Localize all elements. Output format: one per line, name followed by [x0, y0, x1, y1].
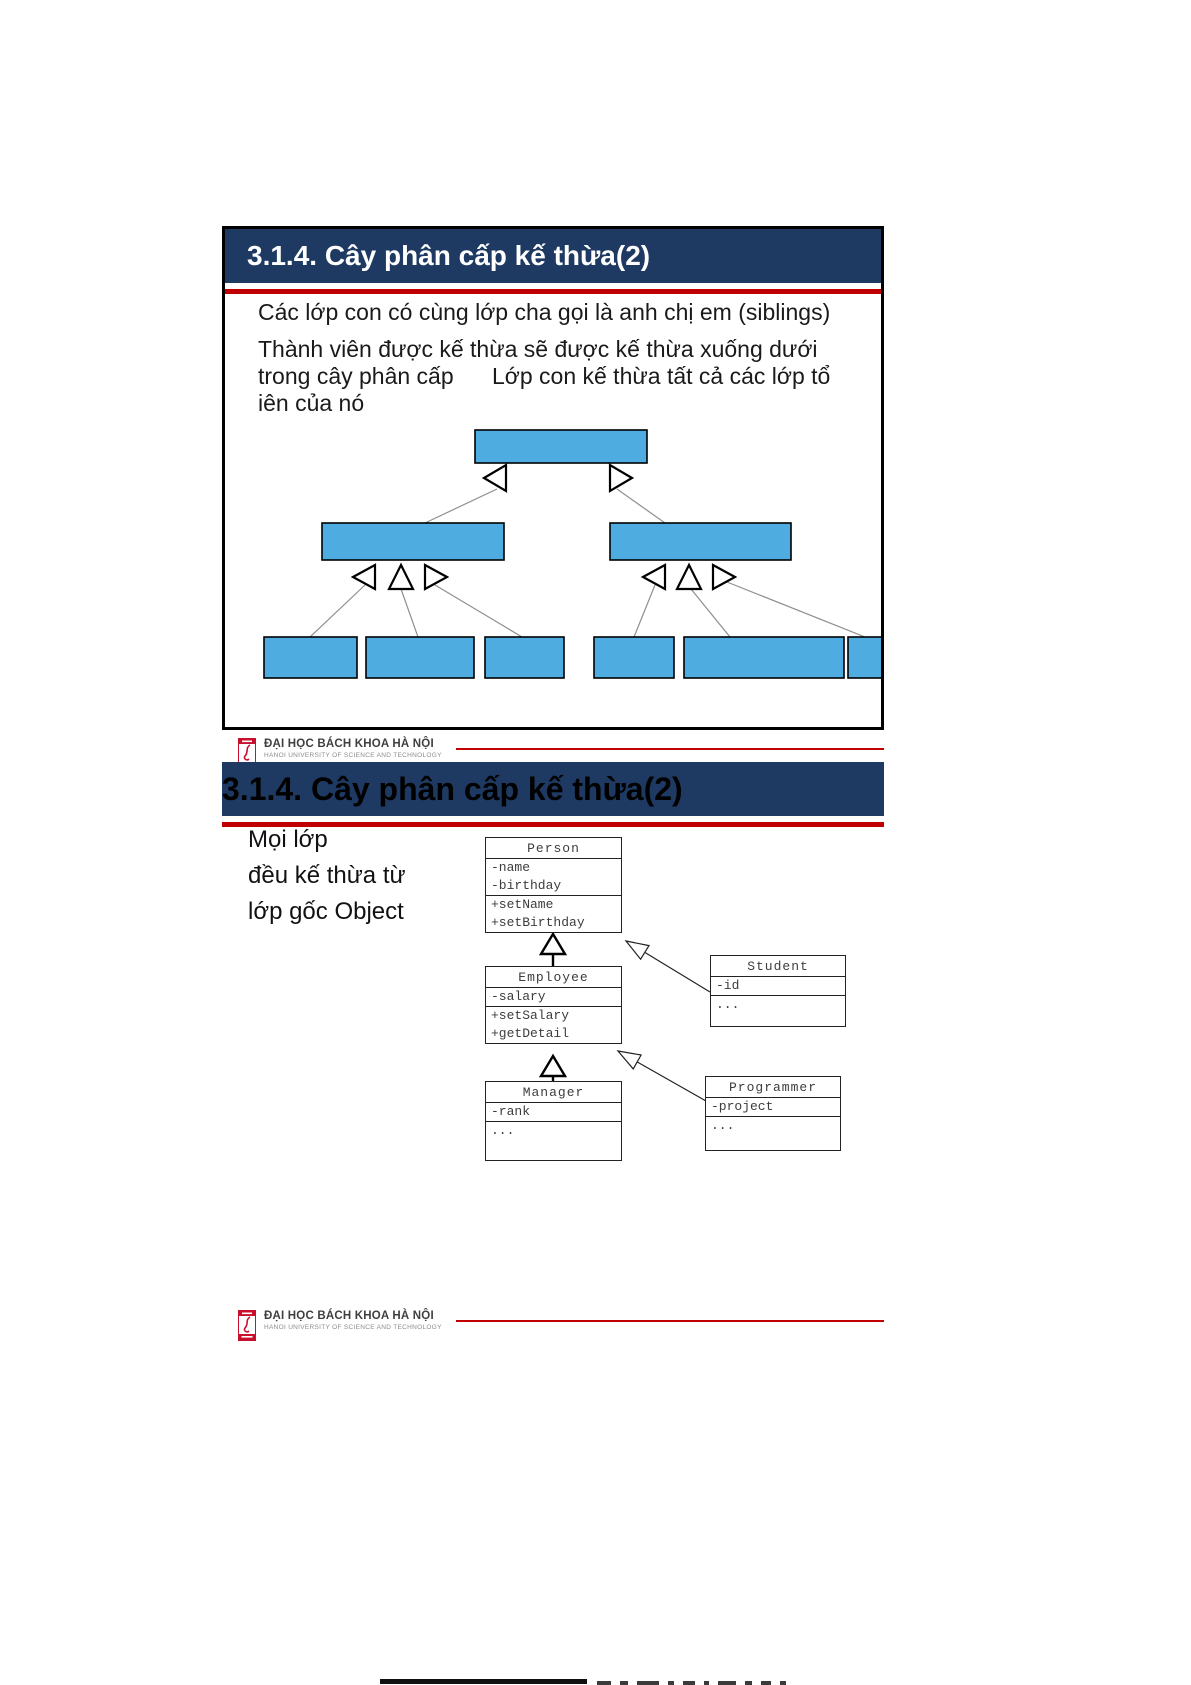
uml-attribute: -project: [711, 1099, 774, 1114]
uml-attribute: -salary: [491, 989, 546, 1004]
side-text-line: Mọi lớp: [248, 826, 328, 853]
slide1-titlebar: [225, 229, 881, 283]
uml-class-programmer: [705, 1076, 841, 1151]
class-box-leaf-3: [485, 637, 564, 678]
footer-university-name: ĐẠI HỌC BÁCH KHOA HÀ NỘI: [264, 738, 434, 750]
uml-class-name: Manager: [486, 1082, 621, 1103]
footer-university-subname: HANOI UNIVERSITY OF SCIENCE AND TECHNOLOGY: [264, 752, 442, 759]
body-line: trong cây phân cấp Lớp con kế thừa tất cả các lớp tổ: [258, 363, 831, 389]
uml-method: ...: [711, 1118, 735, 1133]
class-box-mid-left: [322, 523, 504, 560]
footer-divider-line: [456, 1320, 884, 1322]
manager-to-employee-arrowhead: [541, 1056, 565, 1076]
body-line: Thành viên được kế thừa sẽ được kế thừa xuống dưới: [258, 336, 818, 362]
uml-method: +setBirthday: [491, 915, 585, 930]
slide-1: [222, 226, 884, 730]
clipped-next-slide-bar: [380, 1679, 587, 1684]
uml-method: +getDetail: [491, 1026, 570, 1041]
side-text-line: đều kế thừa từ: [248, 862, 406, 889]
class-box-mid-right: [610, 523, 791, 560]
side-text-line: lớp gốc Object: [248, 898, 404, 925]
footer-university-subname: HANOI UNIVERSITY OF SCIENCE AND TECHNOLOGY: [264, 1324, 442, 1331]
footer-divider-line: [456, 748, 884, 750]
body-line: Các lớp con có cùng lớp cha gọi là anh chị em (siblings): [258, 299, 831, 325]
body-line: iên của nó: [258, 390, 365, 416]
uml-method: +setName: [491, 897, 554, 912]
uml-method: +setSalary: [491, 1008, 570, 1023]
hust-logo-icon: [238, 1310, 256, 1341]
slide1-title: 3.1.4. Cây phân cấp kế thừa(2): [247, 240, 651, 271]
slide2-titlebar: [222, 762, 884, 816]
slide2-title: 3.1.4. Cây phân cấp kế thừa(2): [222, 770, 683, 807]
class-box-root: [475, 430, 647, 463]
uml-class-name: Person: [486, 838, 621, 859]
inheritance-tree-diagram: [225, 417, 881, 697]
uml-class-name: Employee: [486, 967, 621, 988]
clipped-next-slide-text-fragments: [597, 1680, 942, 1685]
slide1-body-text: [258, 299, 830, 417]
class-box-leaf-6: [848, 637, 881, 678]
uml-class-person: [485, 837, 622, 933]
uml-class-manager: [485, 1081, 622, 1161]
programmer-to-employee-line: [637, 1062, 706, 1101]
tree-connector-lines: [310, 489, 865, 637]
uml-method: ...: [716, 997, 740, 1012]
uml-class-name: Programmer: [706, 1077, 840, 1098]
class-box-leaf-4: [594, 637, 674, 678]
class-box-leaf-1: [264, 637, 357, 678]
uml-class-student: [710, 955, 846, 1027]
class-box-leaf-2: [366, 637, 474, 678]
student-to-person-line: [645, 952, 710, 992]
class-box-leaf-5: [684, 637, 844, 678]
student-to-person-arrowhead: [626, 941, 649, 959]
uml-class-employee: [485, 966, 622, 1044]
slide1-title-underline: [225, 289, 881, 294]
slide2-footer: [238, 1310, 884, 1346]
programmer-to-employee-arrowhead: [618, 1051, 641, 1069]
uml-class-name: Student: [711, 956, 845, 977]
employee-to-person-arrowhead: [541, 934, 565, 954]
slide2-side-text: [248, 826, 406, 934]
uml-attribute: -rank: [491, 1104, 531, 1119]
tree-class-boxes: [264, 430, 881, 678]
footer-university-name: ĐẠI HỌC BÁCH KHOA HÀ NỘI: [264, 1310, 434, 1322]
uml-attribute: -id: [716, 978, 740, 993]
uml-attribute: -birthday: [491, 878, 562, 893]
uml-attribute: -name: [491, 860, 531, 875]
uml-method: ...: [491, 1123, 515, 1138]
